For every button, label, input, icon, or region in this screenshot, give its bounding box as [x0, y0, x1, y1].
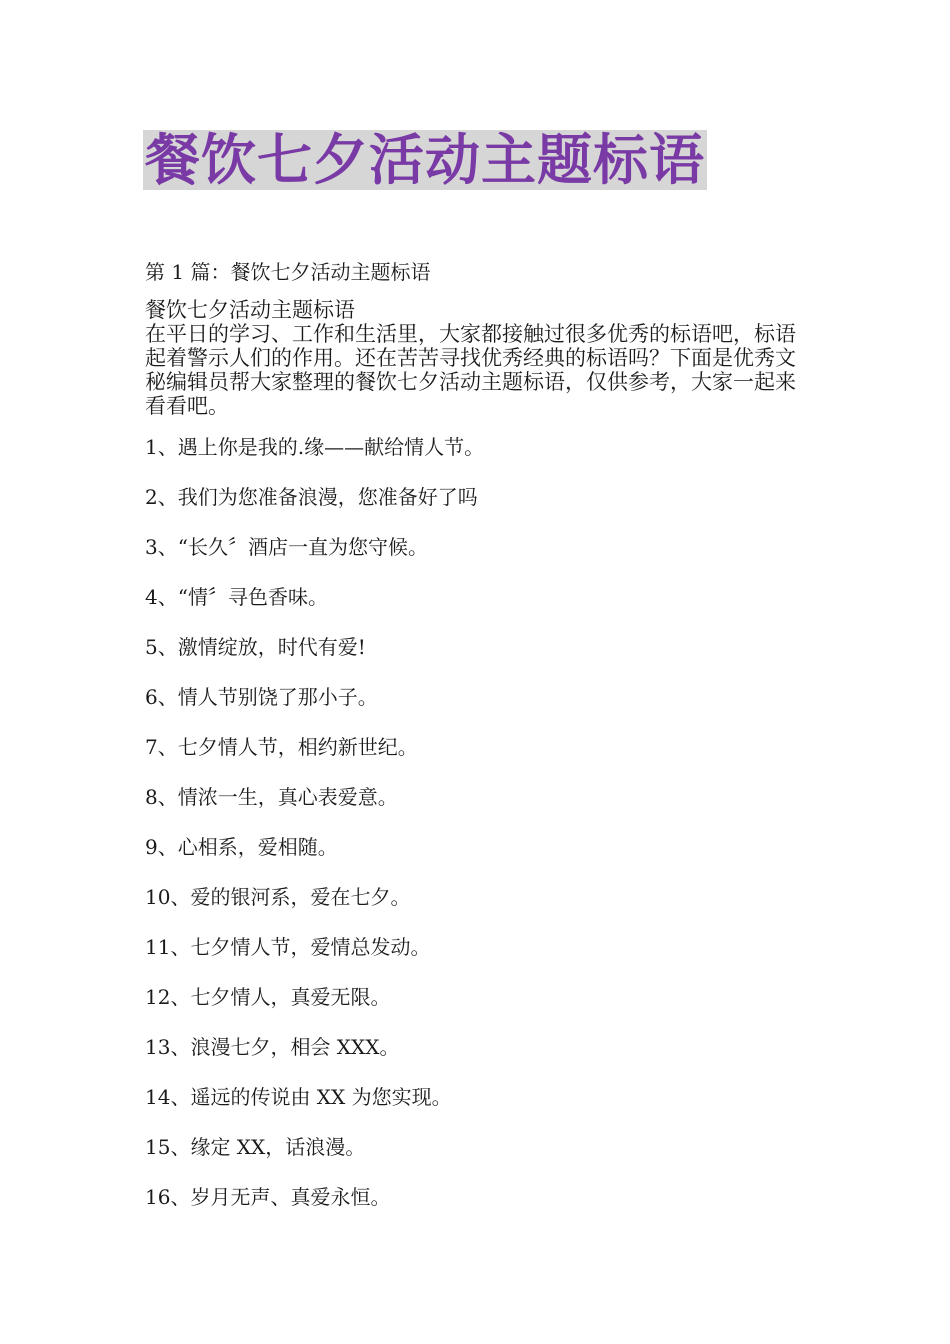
- intro-block: [145, 298, 810, 418]
- slogan-item: 12、七夕情人，真爱无限。: [145, 985, 391, 1009]
- intro-title: 餐饮七夕活动主题标语: [145, 298, 355, 322]
- title-highlight: [143, 130, 707, 190]
- slogan-item: 9、心相系，爱相随。: [145, 835, 338, 859]
- slogan-item: 7、七夕情人节，相约新世纪。: [145, 735, 418, 759]
- slogan-item: 14、遥远的传说由 XX 为您实现。: [145, 1085, 452, 1109]
- slogan-item: 10、爱的银河系，爱在七夕。: [145, 885, 411, 909]
- slogan-list: [145, 433, 484, 1233]
- section-heading: 第 1 篇：餐饮七夕活动主题标语: [145, 260, 431, 284]
- slogan-item: 4、“情〞寻色香味。: [145, 585, 328, 609]
- slogan-item: 2、我们为您准备浪漫，您准备好了吗: [145, 485, 478, 509]
- slogan-item: 5、激情绽放，时代有爱!: [145, 635, 366, 659]
- document-title: 餐饮七夕活动主题标语: [145, 128, 706, 192]
- slogan-item: 16、岁月无声、真爱永恒。: [145, 1185, 391, 1209]
- slogan-item: 3、“长久〞酒店一直为您守候。: [145, 535, 428, 559]
- slogan-item: 1、遇上你是我的.缘——献给情人节。: [145, 435, 485, 459]
- slogan-item: 11、七夕情人节，爱情总发动。: [145, 935, 431, 959]
- intro-paragraph: 在平日的学习、工作和生活里，大家都接触过很多优秀的标语吧，标语起着警示人们的作用。还在苦苦寻找优秀经典的标语吗？下面是优秀文秘编辑员帮大家整理的餐饮七夕活动主题标语，仅供参考，大家一起来看看吧。: [145, 322, 796, 418]
- slogan-item: 8、情浓一生，真心表爱意。: [145, 785, 398, 809]
- slogan-item: 6、情人节别饶了那小子。: [145, 685, 378, 709]
- slogan-item: 13、浪漫七夕，相会 XXX。: [145, 1035, 400, 1059]
- slogan-item: 15、缘定 XX，话浪漫。: [145, 1135, 366, 1159]
